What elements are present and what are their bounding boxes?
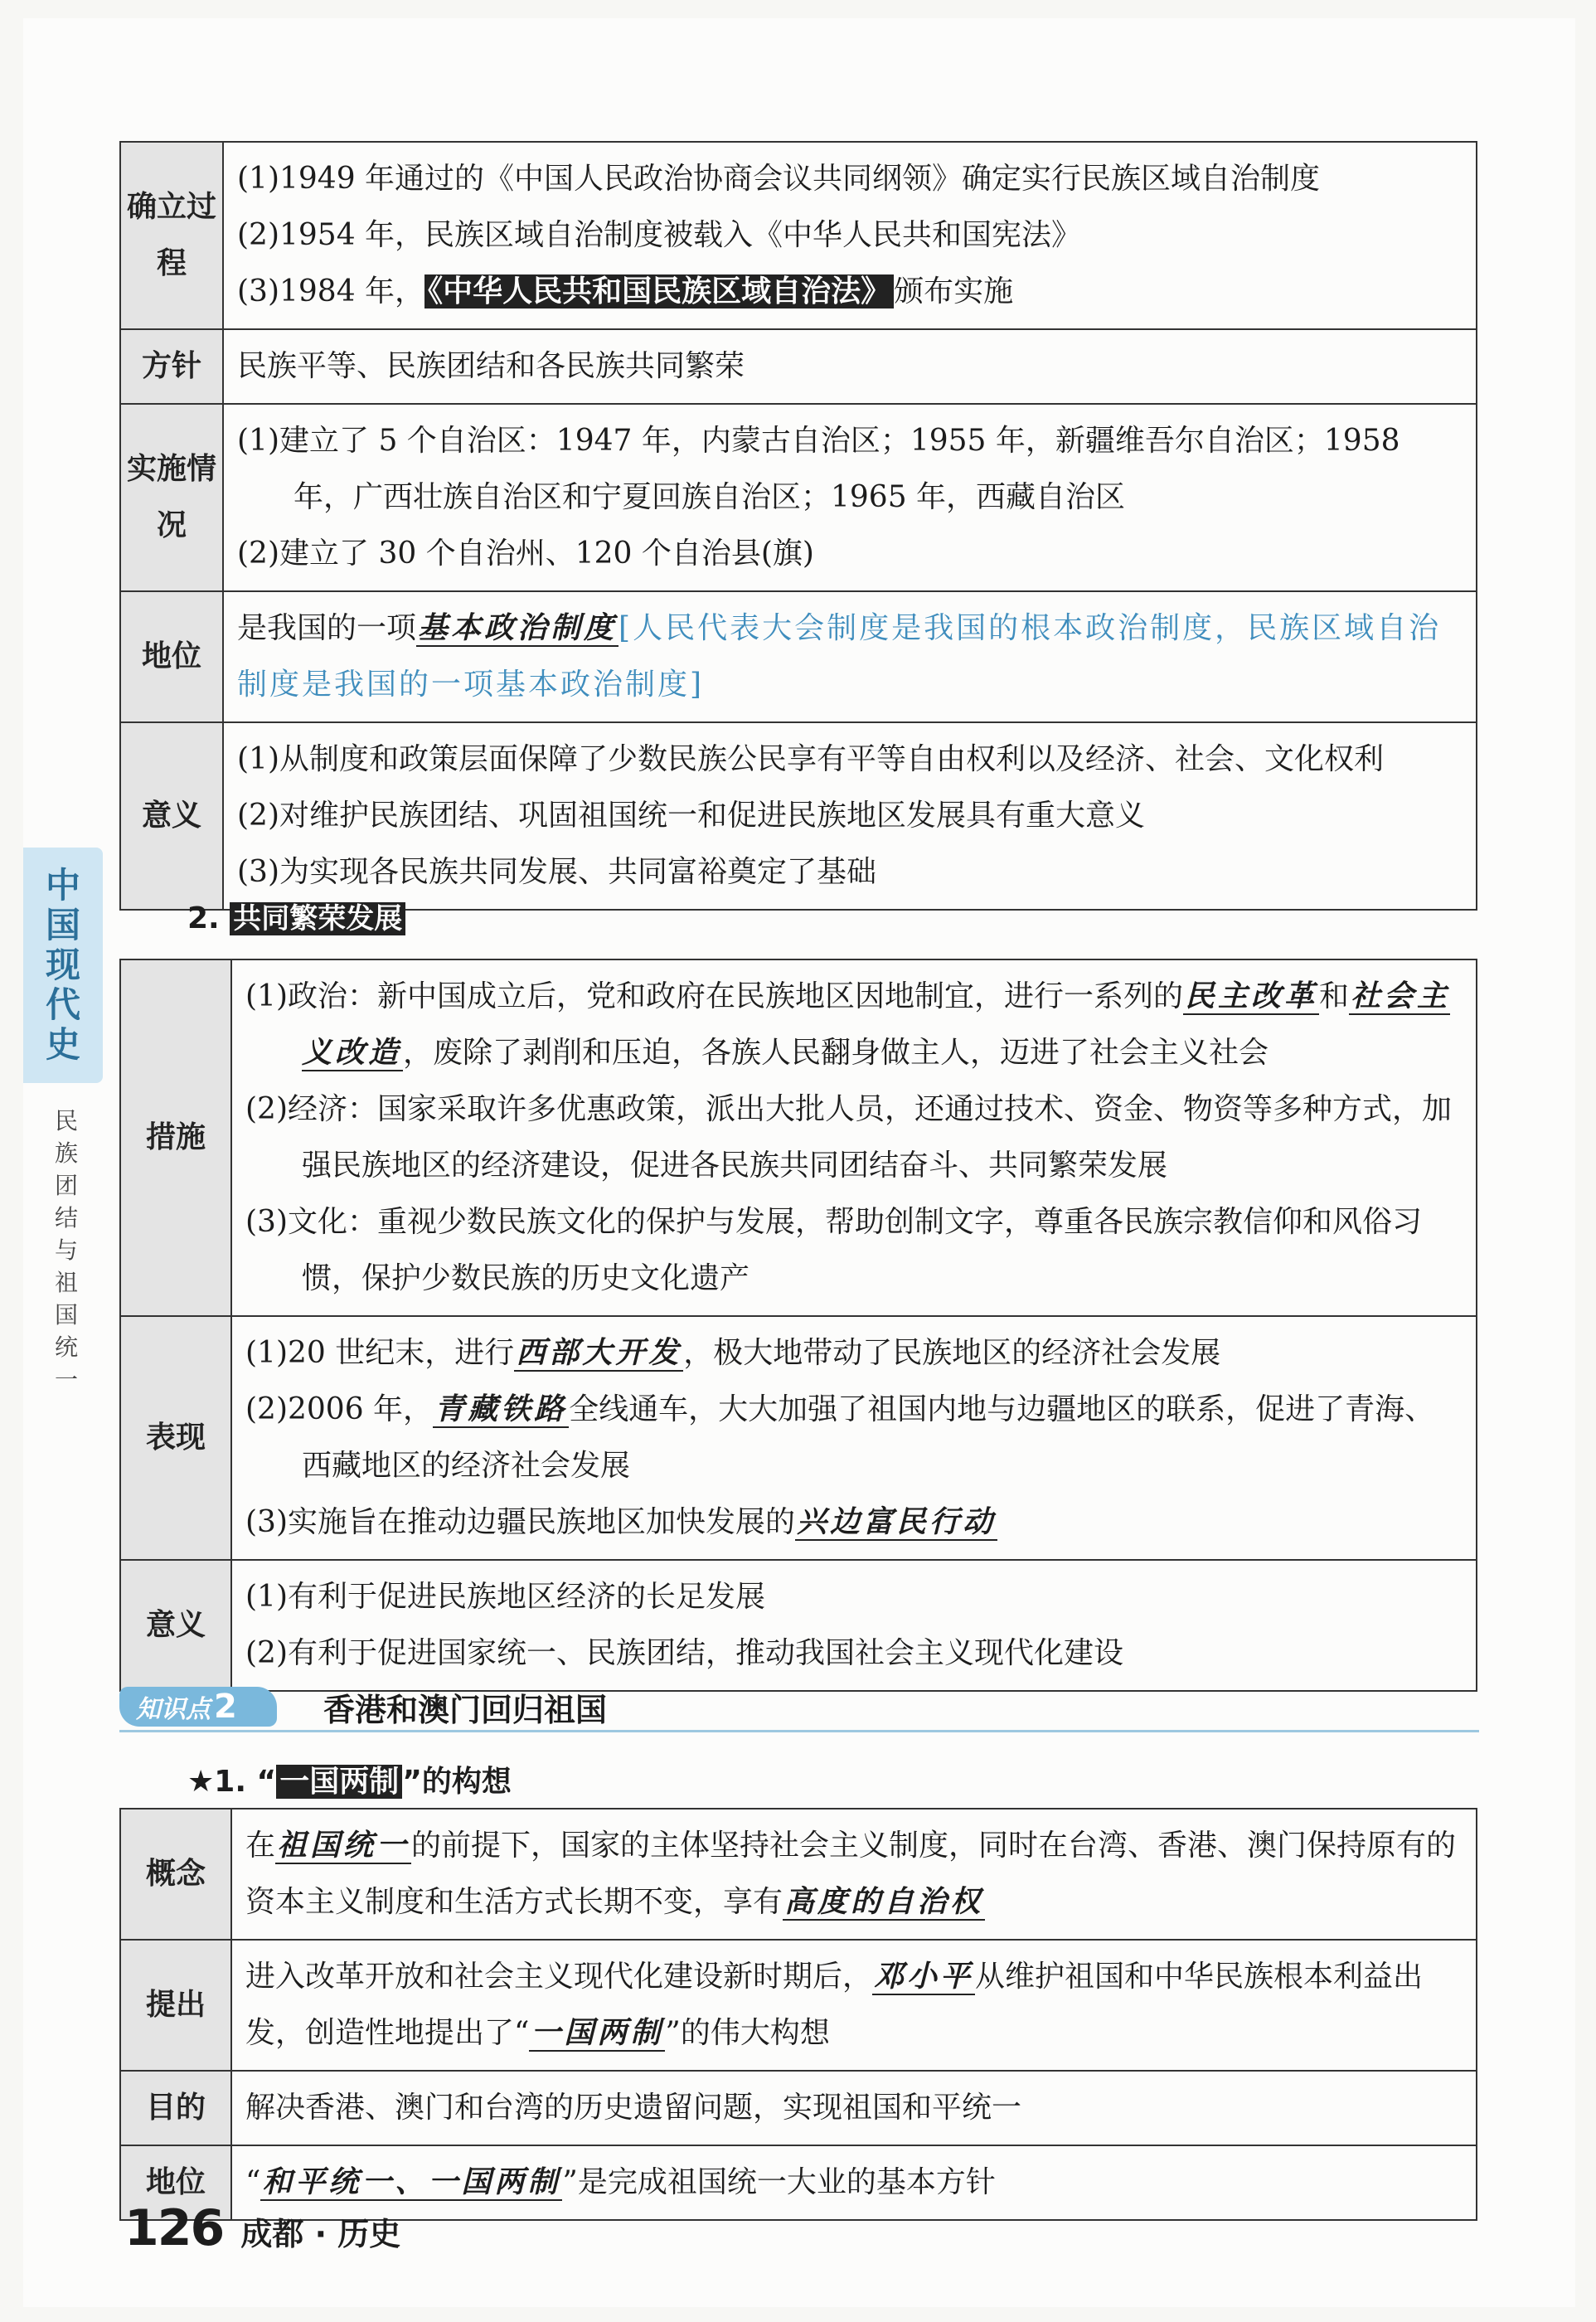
row-content <box>223 722 1477 910</box>
table-ethnic-autonomy <box>119 141 1477 911</box>
knowledge-point-bar <box>119 1687 1479 1732</box>
content-line <box>245 2080 1463 2136</box>
row-content <box>231 2145 1477 2220</box>
table-common-prosperity <box>119 959 1477 1692</box>
content-line <box>237 731 1463 788</box>
side-tab-char: 史 <box>45 1024 80 1065</box>
side-tab-char: 国 <box>45 905 80 945</box>
page-footer <box>124 2199 400 2257</box>
key-term: 兴边富民行动 <box>797 1505 997 1539</box>
text-span: (1)有利于促进民族地区经济的长足发展 <box>245 1580 765 1614</box>
side-subtitle <box>50 1105 83 1396</box>
key-term: 邓小平 <box>874 1960 974 1994</box>
knowledge-point-title: 香港和澳门回归祖国 <box>323 1692 608 1728</box>
content-line <box>237 788 1463 844</box>
row-content <box>231 1809 1477 1940</box>
row-content <box>223 404 1477 591</box>
row-label: 方针 <box>120 329 223 404</box>
side-tab-chapter <box>23 848 103 1083</box>
row-label: 确立过程 <box>120 142 223 329</box>
table-row <box>120 959 1477 1316</box>
text-span: ”的伟大构想 <box>665 2016 830 2050</box>
side-sub-char: 与 <box>54 1236 78 1264</box>
side-sub-char: 祖 <box>54 1269 78 1296</box>
content-line <box>245 1494 1463 1551</box>
side-sub-char: 一 <box>54 1366 78 1393</box>
text-span: (1)1949 年通过的《中国人民政治协商会议共同纲领》确定实行民族区域自治制度 <box>237 162 1321 196</box>
row-label: 意义 <box>120 722 223 910</box>
table-row <box>120 1809 1477 1940</box>
row-content <box>231 1940 1477 2071</box>
content-line <box>237 207 1463 264</box>
table-row <box>120 1940 1477 2071</box>
text-span: (2)经济：国家采取许多优惠政策，派出大批人员，还通过技术、资金、物资等多种方式，加强民族地区的经济建设，促进各民族共同团结奋斗、共同繁荣发展 <box>245 1092 1452 1183</box>
content-line <box>245 1818 1463 1931</box>
table-row <box>120 2071 1477 2145</box>
heading-number: 2. <box>187 901 220 935</box>
text-span: 是我国的一项 <box>237 611 417 645</box>
text-span: (3)1984 年， <box>237 274 425 308</box>
text-span: 的前提下，国家的主体坚持社会主义制度，同时在台湾、香港、澳门保持原有的资本主义制度和生活方式长期不变，享有 <box>245 1829 1457 1919</box>
table-row <box>120 1316 1477 1560</box>
highlight-term: 《中华人民共和国民族区域自治法》 <box>424 274 894 308</box>
text-span: 全线通车，大大加强了祖国内地与边疆地区的联系，促进了青海、西藏地区的经济社会发展 <box>302 1392 1435 1483</box>
content-line <box>245 1325 1463 1382</box>
text-span: 颁布实施 <box>894 274 1014 308</box>
key-term: 一国两制 <box>531 2016 664 2050</box>
content-line <box>245 2154 1463 2211</box>
row-label: 措施 <box>120 959 231 1316</box>
side-sub-char: 族 <box>54 1139 78 1167</box>
heading-title: 共同繁荣发展 <box>230 902 405 935</box>
side-sub-char: 国 <box>54 1301 78 1329</box>
content-line <box>237 264 1463 320</box>
key-term: 民主改革 <box>1185 979 1318 1013</box>
text-span: (2)建立了 30 个自治州、120 个自治县(旗) <box>237 537 814 571</box>
text-span: ，废除了剥削和压迫，各族人民翻身做主人，迈进了社会主义社会 <box>403 1036 1269 1070</box>
row-label: 提出 <box>120 1940 231 2071</box>
table-row <box>120 404 1477 591</box>
text-span: (1)20 世纪末，进行 <box>245 1336 515 1370</box>
text-span: (2)有利于促进国家统一、民族团结，推动我国社会主义现代化建设 <box>245 1636 1123 1670</box>
text-span: 和 <box>1319 979 1350 1013</box>
row-content <box>231 2071 1477 2145</box>
text-span: 解决香港、澳门和台湾的历史遗留问题，实现祖国和平统一 <box>245 2091 1022 2125</box>
content-line <box>245 1625 1463 1682</box>
row-label: 意义 <box>120 1560 231 1691</box>
content-line <box>237 338 1463 395</box>
text-span: (2)对维护民族团结、巩固祖国统一和促进民族地区发展具有重大意义 <box>237 799 1145 833</box>
row-label: 概念 <box>120 1809 231 1940</box>
text-span: 民族平等、民族团结和各民族共同繁荣 <box>237 349 745 383</box>
table-row <box>120 329 1477 404</box>
row-content <box>231 1316 1477 1560</box>
side-tab-char: 代 <box>45 984 80 1025</box>
side-sub-char: 民 <box>54 1107 78 1134</box>
table-one-country-two-systems <box>119 1808 1477 2221</box>
row-content <box>223 329 1477 404</box>
content-line <box>245 1569 1463 1625</box>
side-tab-char: 现 <box>45 945 80 985</box>
annotation-note: [人民代表大会制度是我国的根本政治制度，民族区域自治制度是我国的一项基本政治制度] <box>237 611 1442 702</box>
row-label: 表现 <box>120 1316 231 1560</box>
text-span: “ <box>245 2165 261 2199</box>
row-label: 地位 <box>120 591 223 722</box>
row-content <box>223 142 1477 329</box>
key-term: 和平统一、一国两制 <box>262 2165 561 2199</box>
text-span: (3)文化：重视少数民族文化的保护与发展，帮助创制文字，尊重各民族宗教信仰和风俗习惯，保护少数民族的历史文化遗产 <box>245 1205 1422 1295</box>
table-row <box>120 591 1477 722</box>
knowledge-point-badge: 知识点 2 <box>119 1687 277 1727</box>
key-term: 社会主义改造 <box>302 979 1451 1070</box>
key-term: 基本政治制度 <box>418 611 618 645</box>
row-content <box>231 959 1477 1316</box>
side-sub-char: 团 <box>54 1172 78 1199</box>
text-span: ”是完成祖国统一大业的基本方针 <box>562 2165 996 2199</box>
table-row <box>120 1560 1477 1691</box>
side-sub-char: 统 <box>54 1333 78 1361</box>
table-row <box>120 142 1477 329</box>
content-line <box>245 1081 1463 1194</box>
content-line <box>237 526 1463 582</box>
text-span: (1)政治：新中国成立后，党和政府在民族地区因地制宜，进行一系列的 <box>245 979 1183 1013</box>
text-span: (2)1954 年，民族区域自治制度被载入《中华人民共和国宪法》 <box>237 218 1082 252</box>
text-span: ，极大地带动了民族地区的经济社会发展 <box>683 1336 1221 1370</box>
row-content <box>231 1560 1477 1691</box>
text-span: (2)2006 年， <box>245 1392 434 1426</box>
content-line <box>237 600 1463 713</box>
text-span: (1)建立了 5 个自治区：1947 年，内蒙古自治区；1955 年，新疆维吾尔自治区；1958 年，广西壮族自治区和宁夏回族自治区；1965 年，西藏自治区 <box>237 424 1400 514</box>
text-span: 进入改革开放和社会主义现代化建设新时期后， <box>245 1960 873 1994</box>
key-term: 高度的自治权 <box>784 1885 984 1919</box>
content-line <box>237 413 1463 526</box>
book-title: 成都 · 历史 <box>240 2216 401 2252</box>
text-span: 从维护祖国和中华民族根本利益出发，创造性地提出了“ <box>245 1960 1424 2050</box>
text-span: 在 <box>245 1829 276 1863</box>
content-line <box>245 1382 1463 1494</box>
key-term: 西部大开发 <box>516 1336 682 1370</box>
content-line <box>245 1194 1463 1307</box>
page-number: 126 <box>124 2199 224 2257</box>
side-tab-char: 中 <box>45 865 80 906</box>
text-span: (3)为实现各民族共同发展、共同富裕奠定了基础 <box>237 855 876 889</box>
content-line <box>237 151 1463 207</box>
content-line <box>245 1949 1463 2062</box>
row-label: 实施情况 <box>120 404 223 591</box>
content-line <box>245 969 1463 1081</box>
key-term: 青藏铁路 <box>434 1392 568 1426</box>
content-line <box>237 844 1463 901</box>
text-span: (1)从制度和政策层面保障了少数民族公民享有平等自由权利以及经济、社会、文化权利 <box>237 742 1384 776</box>
side-sub-char: 结 <box>54 1204 78 1231</box>
text-span: (3)实施旨在推动边疆民族地区加快发展的 <box>245 1505 795 1539</box>
row-label: 地位 <box>120 2145 231 2220</box>
section-heading-2 <box>187 896 405 936</box>
key-term: 祖国统一 <box>277 1829 410 1863</box>
subheading-one-country-two-systems: ★1. “ 一国两制 ”的构想 <box>187 1765 512 1799</box>
row-label: 目的 <box>120 2071 231 2145</box>
row-content <box>223 591 1477 722</box>
table-row <box>120 722 1477 910</box>
